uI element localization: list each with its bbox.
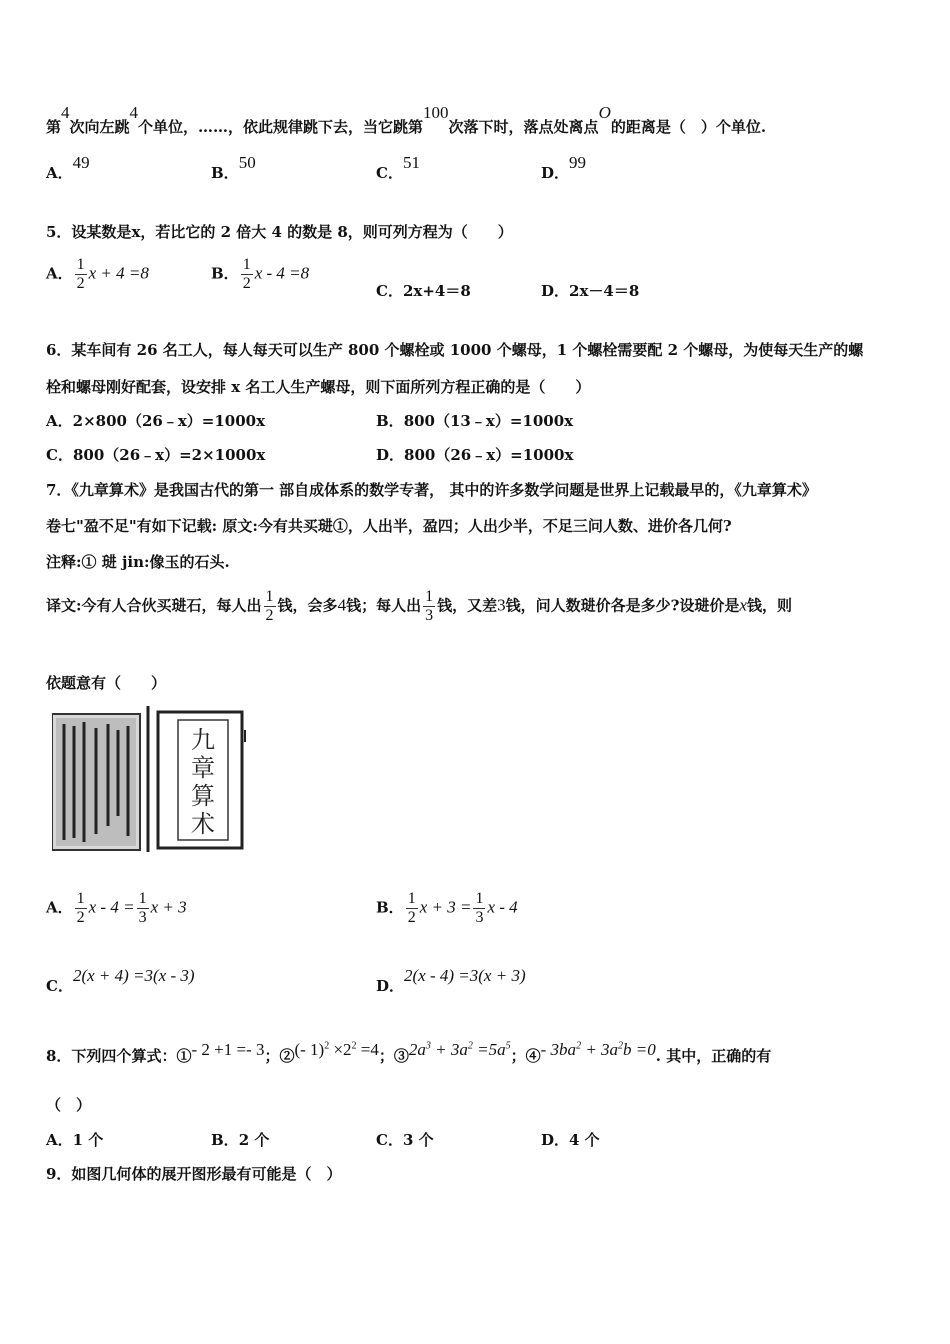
q5-stem: 5．设某数是x，若比它的 2 倍大 4 的数是 8，则可列方程为（ ） — [46, 223, 513, 241]
q6-option-a[interactable]: A．2×800（26﹣x）=1000x — [46, 412, 266, 430]
q4-option-a[interactable]: A．49 — [46, 153, 90, 182]
q6-stem-line2: 栓和螺母刚好配套，设安排 x 名工人生产螺母，则下面所列方程正确的是（ ） — [46, 378, 591, 396]
book-title-char: 章 — [191, 754, 215, 782]
q5-option-a[interactable]: A． $\frac{1}{2}$ x + 4 =8 — [46, 256, 149, 292]
q8-stem: 8．下列四个算式：①- 2 +1 =- 3；②(- $1)^2 \times 2^2 =4$；$③2a^3 + 3a^2 =5a^5$；④- $3ba^2 + 3a^2b =0$. 其中，正确的有 — [46, 1040, 772, 1065]
q7-option-c[interactable]: C．2(x + 4) =3(x - 3) — [46, 966, 195, 995]
q7-option-d[interactable]: D．2(x - 4) =3(x + 3) — [376, 966, 526, 995]
q4-option-b[interactable]: B．50 — [211, 153, 256, 182]
q8-option-a[interactable]: A．1 个 — [46, 1131, 104, 1149]
book-title-char: 九 — [191, 726, 215, 754]
q5-option-d[interactable]: D．2x－4＝8 — [541, 282, 640, 300]
q7-stem-line2: 卷七"盈不足"有如下记载: 原文:今有共买琎①，人出半，盈四；人出少半，不足三问人数、进价各几何? — [46, 517, 732, 535]
q4-stem: 第4次向左跳4个单位，……，依此规律跳下去，当它跳第100次落下时，落点处离点O的距离是（ ）个单位. — [46, 103, 767, 136]
q7-option-b[interactable]: B． $\frac{1}{2}$ x + 3 = $\frac{1}{3}$ x - 4 — [376, 890, 518, 926]
q8-option-b[interactable]: B．2 个 — [211, 1131, 270, 1149]
q5-option-b[interactable]: B． $\frac{1}{2}$ x - 4 =8 — [211, 256, 310, 292]
book-title-char: 术 — [191, 810, 215, 838]
q9-stem: 9．如图几何体的展开图形最有可能是（ ） — [46, 1165, 342, 1183]
q6-stem-line1: 6．某车间有 26 名工人，每人每天可以生产 800 个螺栓或 1000 个螺母，1 个螺栓需要配 2 个螺母，为使每天生产的螺 — [46, 341, 864, 359]
book-illustration — [52, 706, 247, 852]
q6-option-c[interactable]: C．800（26﹣x）=2×1000x — [46, 446, 266, 464]
q4-option-d[interactable]: D．99 — [541, 153, 587, 182]
q6-option-d[interactable]: D．800（26﹣x）=1000x — [376, 446, 574, 464]
q8-option-c[interactable]: C．3 个 — [376, 1131, 434, 1149]
q7-stem-line1: 7．《九章算术》是我国古代的第一 部自成体系的数学专著， 其中的许多数学问题是世界上记载最早的，《九章算术》 — [46, 481, 817, 499]
book-title-char: 算 — [191, 782, 215, 810]
q8-option-d[interactable]: D．4 个 — [541, 1131, 600, 1149]
q7-option-a[interactable]: A． $\frac{1}{2}$ x - 4 = $\frac{1}{3}$ x + 3 — [46, 890, 187, 926]
q7-translation: 译文:今有人合伙买琎石，每人出 $\frac{1}{2}$ 钱，会多4钱；每人出 $\frac{1}{3}$ 钱，又差3钱，问人数琎价各是多少?设琎价是x钱，则 — [46, 588, 792, 624]
q5-option-c[interactable]: C．2x+4＝8 — [376, 282, 471, 300]
q7-annotation: 注释:① 琎 jin:像玉的石头. — [46, 553, 230, 571]
q7-stem-line5: 依题意有（ ） — [46, 674, 167, 692]
q8-answer-blank: （ ） — [46, 1096, 92, 1114]
q6-option-b[interactable]: B．800（13﹣x）=1000x — [376, 412, 574, 430]
q4-option-c[interactable]: C．51 — [376, 153, 420, 182]
